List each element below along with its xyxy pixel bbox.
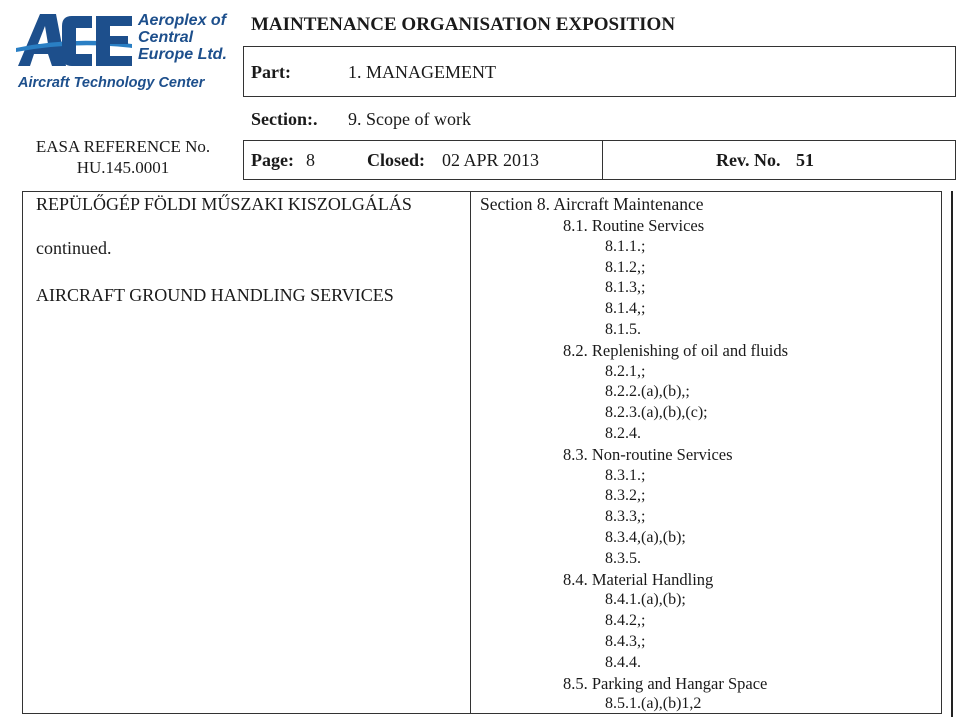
section-heading: Section 8. Aircraft Maintenance	[480, 194, 704, 214]
revision-number: 51	[796, 150, 814, 170]
list-item: 8.4.2,;	[605, 612, 646, 630]
list-item: 8.1.5.	[605, 320, 641, 338]
closed-label: Closed:	[367, 150, 425, 170]
section-label: Section:.	[251, 109, 318, 129]
revision-label: Rev. No.	[716, 150, 781, 170]
list-item: 8.4.4.	[605, 653, 641, 671]
list-item: 8.3.5.	[605, 549, 641, 567]
heading-english: AIRCRAFT GROUND HANDLING SERVICES	[36, 285, 394, 305]
list-item: 8.1.2,;	[605, 258, 646, 276]
section-value: 9. Scope of work	[348, 109, 471, 129]
list-item: 8.3.4,(a),(b);	[605, 528, 686, 546]
group-title: 8.4. Material Handling	[563, 569, 714, 589]
list-item: 8.1.1.;	[605, 237, 646, 255]
easa-reference	[4, 136, 242, 178]
list-item: 8.1.3,;	[605, 279, 646, 297]
group-title: 8.2. Replenishing of oil and fluids	[563, 340, 789, 360]
page-info-box	[243, 140, 956, 180]
continued-note: continued.	[36, 238, 112, 258]
column-divider	[470, 191, 471, 714]
easa-reference-number: HU.145.0001	[76, 158, 170, 177]
easa-reference-label: EASA REFERENCE No.	[35, 137, 211, 156]
list-item: 8.2.4.	[605, 424, 641, 442]
closed-date: 02 APR 2013	[442, 150, 540, 170]
ace-logo-mark	[14, 8, 134, 70]
list-item: 8.4.1.(a),(b);	[605, 591, 686, 609]
part-value: 1. MANAGEMENT	[348, 62, 496, 82]
heading-hungarian: REPÜLŐGÉP FÖLDI MŰSZAKI KISZOLGÁLÁS	[36, 194, 412, 214]
company-logo	[14, 8, 229, 98]
group-title: 8.1. Routine Services	[563, 216, 705, 235]
list-item: 8.2.2.(a),(b),;	[605, 383, 690, 401]
logo-tagline: Aircraft Technology Center	[18, 75, 205, 91]
page-box-divider	[602, 140, 603, 180]
list-item: 8.2.3.(a),(b),(c);	[605, 404, 708, 422]
group-title: 8.3. Non-routine Services	[563, 444, 733, 464]
page-right-edge	[951, 191, 953, 717]
document-title: MAINTENANCE ORGANISATION EXPOSITION	[251, 14, 676, 35]
page-label: Page:	[251, 150, 294, 170]
list-item: 8.4.3,;	[605, 632, 646, 650]
list-item: 8.1.4,;	[605, 300, 646, 318]
part-label: Part:	[251, 62, 291, 82]
page-value: 8	[306, 150, 315, 170]
list-item: 8.2.1,;	[605, 362, 646, 380]
scope-items	[480, 216, 788, 715]
group-title: 8.5. Parking and Hangar Space	[563, 673, 768, 693]
logo-company-name: Aeroplex of Central Europe Ltd.	[138, 12, 227, 63]
list-item: 8.5.1.(a),(b)1,2	[605, 695, 702, 713]
scope-list	[480, 194, 788, 715]
list-item: 8.3.2,;	[605, 487, 646, 505]
list-item: 8.3.1.;	[605, 466, 646, 484]
list-item: 8.3.3,;	[605, 508, 646, 526]
